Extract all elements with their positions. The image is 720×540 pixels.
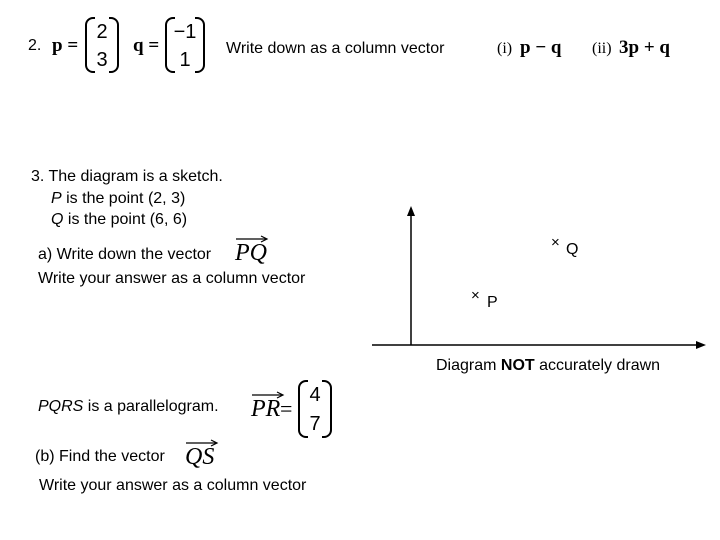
- pr-bottom-value: 7: [309, 413, 321, 435]
- q-top-value: −1: [173, 21, 197, 43]
- q-vector-label: q =: [133, 35, 160, 56]
- point-p-label: P: [487, 294, 498, 311]
- p-vector-label: p =: [52, 35, 79, 56]
- diagram-note-prefix: Diagram: [436, 357, 501, 374]
- point-p-marker: ×: [471, 287, 480, 304]
- y-axis-arrow-icon: [407, 206, 415, 216]
- parallelogram-name: PQRS: [38, 398, 84, 415]
- vector-qs-label: QS: [185, 444, 215, 470]
- point-q-var: Q: [51, 211, 64, 228]
- part-i-label: (i): [497, 40, 513, 57]
- parallelogram-rest: is a parallelogram.: [83, 398, 219, 415]
- point-q-rest: is the point (6, 6): [63, 211, 188, 228]
- diagram-note-bold: NOT: [500, 357, 535, 374]
- part-b-text: (b) Find the vector: [35, 448, 165, 465]
- question-2-instruction: Write down as a column vector: [226, 40, 445, 57]
- x-axis-arrow-icon: [696, 341, 706, 349]
- question-3-intro: 3. The diagram is a sketch.: [31, 168, 223, 185]
- vector-pr-label: PR: [251, 396, 281, 422]
- point-p-var: P: [51, 190, 62, 207]
- vector-pq-label: PQ: [235, 240, 267, 266]
- pr-top-value: 4: [309, 384, 321, 406]
- diagram-note-suffix: accurately drawn: [534, 357, 661, 374]
- point-q-label: Q: [566, 241, 579, 258]
- part-a-instruction: Write your answer as a column vector: [38, 270, 306, 287]
- p-top-value: 2: [96, 21, 108, 43]
- point-p-rest: is the point (2, 3): [61, 190, 186, 207]
- part-b-instruction: Write your answer as a column vector: [39, 477, 307, 494]
- pr-equals: =: [280, 396, 293, 421]
- part-ii-expression: 3p + q: [619, 37, 670, 58]
- diagram-note: [436, 357, 660, 375]
- part-a-text: a) Write down the vector: [38, 246, 212, 263]
- q-bottom-value: 1: [179, 49, 191, 71]
- point-q-marker: ×: [551, 234, 560, 251]
- p-bottom-value: 3: [96, 49, 108, 71]
- part-ii-label: (ii): [592, 40, 612, 57]
- part-i-expression: p − q: [520, 37, 562, 58]
- question-2-number: 2.: [28, 37, 42, 54]
